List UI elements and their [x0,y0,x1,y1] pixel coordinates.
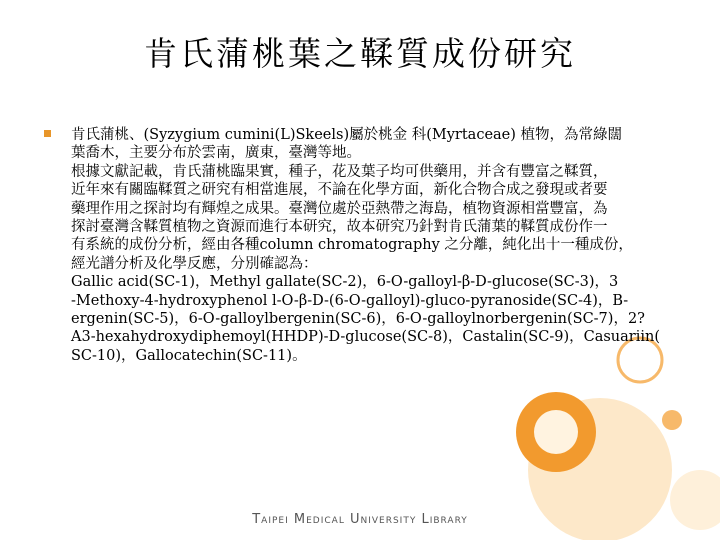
body-paragraph: 肯氏蒲桃、(Syzygium cumini(L)Skeels)屬於桃金 科(Myrtaceae) 植物，為常綠闊 葉喬木，主要分布於雲南，廣東，臺灣等地。 根據文獻記載，肯氏蒲桃臨果實，種子，花及葉子均可供藥用，并含有豐富之鞣質， 近年來有關臨鞣質之研究有相當進展，不論在化學方面，新化合物合成之發現或者要 藥理作用之探討均有輝煌之成果。臺灣位處於亞熱帶之海島，植物資源相當豐富，為 探討臺灣含鞣質植物之資源而進行本研究，故本研究乃針對肯氏蒲葉的鞣質成份作一 有系統的成份分析，經由各種column chromatography 之分離，純化出十一種成份， 經光譜分析及化學反應，分別確認為： Gallic acid(SC-1)，Methyl gallate(SC-2)，6-O-galloyl-β-D-glucose(SC-3)，3 -Methoxy-4-hydroxyphenol l-O-β-D-(6-O-galloyl)-gluco-pyranoside(SC-4)，B- ergenin(SC-5)，6-O-galloylbergenin(SC-6)，6-O-galloylnorbergenin(SC-7)，2? A3-hexahydroxydiphemoyl(HHDP)-D-glucose(SC-8)，Castalin(SC-9)，Casuariin( SC-10)，Gallocatechin(SC-11)。 [71,127,660,364]
deco-circle-small [662,410,682,430]
bullet-square-icon [44,130,51,137]
content-area [44,126,684,365]
deco-circle-orange [516,392,596,472]
footer-library-name: Taipei Medical University Library [252,512,468,527]
slide-title: 肯氏蒲桃葉之鞣質成份研究 [144,34,576,73]
deco-circle-light [534,410,578,454]
